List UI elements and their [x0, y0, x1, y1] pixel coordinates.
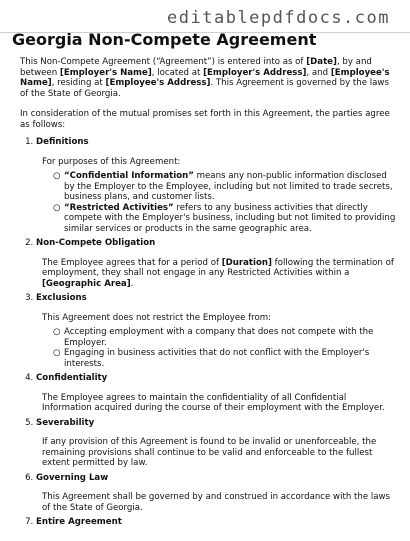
intro-text: , residing at: [51, 78, 106, 88]
section-severability: [36, 418, 398, 469]
section-title: Entire Agreement: [36, 517, 122, 527]
intro-paragraph: [20, 57, 398, 99]
section-text-part: The Employee agrees that for a period of: [42, 257, 222, 268]
site-watermark: editablepdfdocs.com: [167, 8, 390, 28]
intro-text: . This Agreement is governed by the laws of the State of Georgia.: [20, 78, 389, 99]
section-lead: This Agreement does not restrict the Employee from:: [42, 312, 272, 323]
bullet-icon: ○: [53, 348, 61, 358]
intro-text: , located at: [151, 67, 204, 78]
section-text: If any provision of this Agreement is found to be invalid or unenforceable, the remaining provisions shall continue to be valid and enforceable to the fullest extent permitted by law.: [42, 437, 377, 468]
bullet-icon: ○: [53, 327, 61, 337]
section-confidentiality: [36, 373, 398, 414]
section-text-part: following the termination of employment, they shall not engage in any Restricted Activities within a: [42, 257, 394, 278]
section-title: Definitions: [36, 137, 89, 147]
definitions-list: [36, 171, 398, 234]
definition-item: [53, 171, 398, 203]
document-body: [20, 57, 398, 541]
employee-address-placeholder: [Employee's Address]: [105, 78, 211, 88]
intro-text: , by and between: [20, 57, 372, 78]
section-text-part: .: [130, 278, 134, 289]
section-title: Severability: [36, 417, 95, 428]
section-title: Exclusions: [36, 293, 87, 303]
definition-text: refers to any business activities that directly compete with the Employer's business, including but not limited to providing similar services or products in the same geographic area.: [64, 202, 396, 234]
employer-address-placeholder: [Employer's Address]: [203, 67, 307, 78]
intro-text: , and: [306, 67, 331, 78]
exclusions-list: [36, 327, 398, 369]
bullet-icon: ○: [53, 171, 61, 181]
section-governing-law: [36, 473, 398, 514]
section-title: Confidentiality: [36, 373, 108, 383]
sections-list: [20, 137, 398, 537]
exclusion-text: Engaging in business activities that do not conflict with the Employer's interests.: [64, 348, 370, 369]
duration-placeholder: [Duration]: [221, 257, 272, 268]
section-text: This Agreement shall be governed by and construed in accordance with the laws of the State of Georgia.: [42, 492, 391, 513]
section-exclusions: [36, 293, 398, 369]
bullet-icon: ○: [53, 202, 61, 213]
employee-name-placeholder: [Employee's Name]: [20, 67, 390, 88]
definition-text: means any non-public information disclosed by the Employer to the Employee, including but not limited to trade secrets, business plans, and customer lists.: [64, 171, 393, 202]
geographic-area-placeholder: [Geographic Area]: [42, 278, 131, 289]
section-title: Governing Law: [36, 472, 109, 483]
section-definitions: [36, 137, 398, 234]
section-title: Non-Compete Obligation: [36, 238, 156, 248]
date-placeholder: [Date]: [306, 57, 337, 67]
section-entire-agreement: [36, 517, 398, 537]
exclusion-item: [53, 348, 398, 369]
document-title: Georgia Non-Compete Agreement: [12, 30, 317, 49]
consideration-paragraph: In consideration of the mutual promises set forth in this Agreement, the parties agree as follows:: [20, 109, 390, 130]
section-non-compete-obligation: [36, 238, 398, 289]
definition-term: “Confidential Information”: [64, 171, 194, 181]
section-text: [42, 258, 398, 290]
section-text: The Employee agrees to maintain the confidentiality of all Confidential Information acquired during the course of their employment with the Employer.: [42, 392, 385, 413]
definition-item: [53, 202, 398, 235]
exclusion-item: [53, 327, 398, 348]
exclusion-text: Accepting employment with a company that does not compete with the Employer.: [64, 327, 374, 348]
employer-name-placeholder: [Employer's Name]: [59, 67, 152, 78]
intro-text: This Non-Compete Agreement (“Agreement”) is entered into as of: [20, 57, 307, 67]
definition-term: “Restricted Activities”: [64, 202, 174, 213]
section-lead: For purposes of this Agreement:: [42, 156, 181, 167]
